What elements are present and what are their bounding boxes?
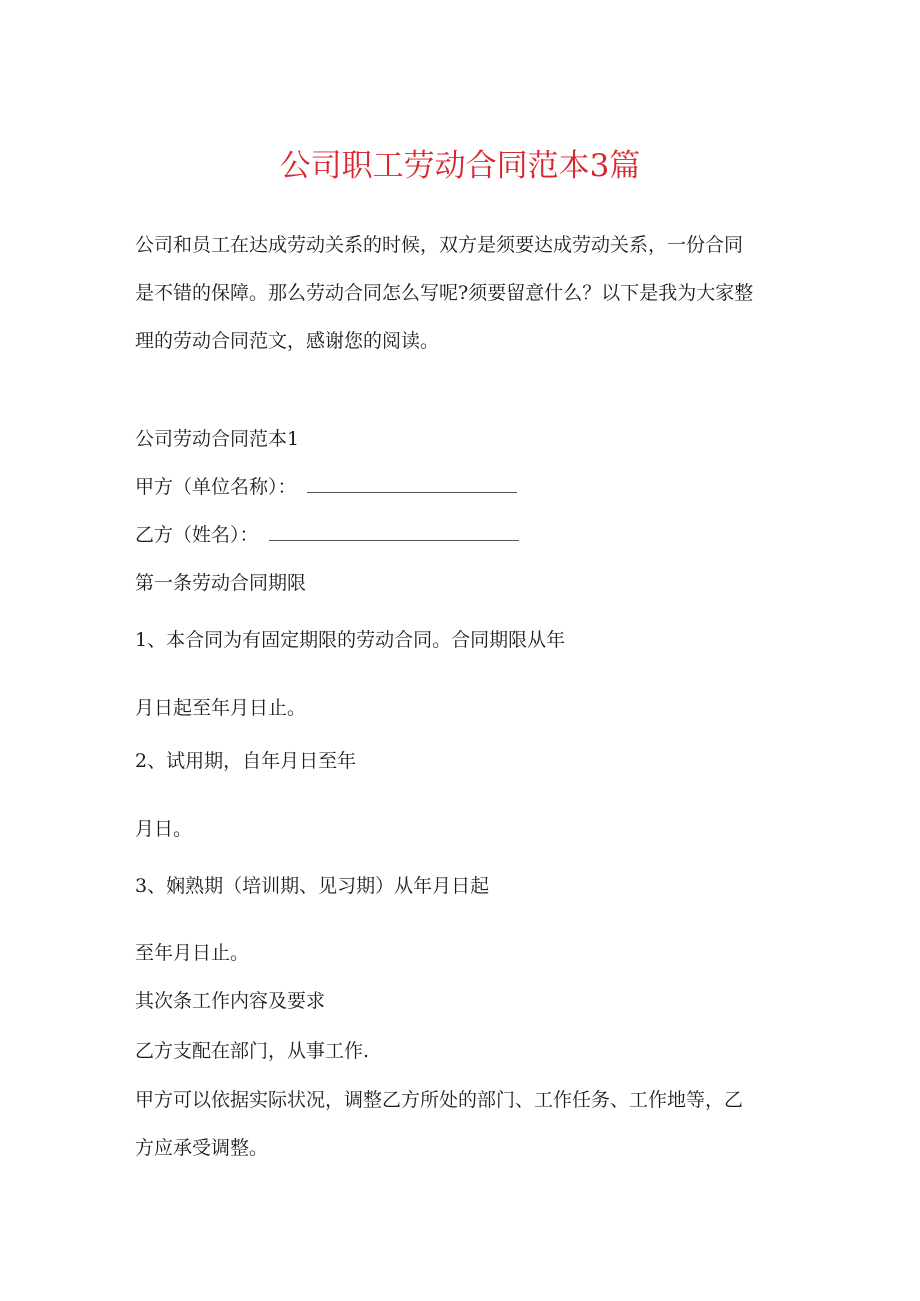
document-title: 公司职工劳动合同范本3篇 <box>279 148 641 184</box>
intro-line-2: 是不错的保障。那么劳动合同怎么写呢?须要留意什么？以下是我为大家整 <box>135 282 754 304</box>
article2-paragraph-1: 乙方支配在部门，从事工作. <box>135 1040 370 1062</box>
clause2-line-2: 月日。 <box>135 818 193 840</box>
article2-paragraph-2-line-2: 方应承受调整。 <box>135 1137 269 1159</box>
article2-title: 其次条工作内容及要求 <box>135 990 326 1012</box>
article1-title: 第一条劳动合同期限 <box>135 572 307 594</box>
intro-line-3: 理的劳动合同范文，感谢您的阅读。 <box>135 330 440 352</box>
clause1-line-2: 月日起至年月日止。 <box>135 697 307 719</box>
article2-paragraph-2-line-1: 甲方可以依据实际状况，调整乙方所处的部门、工作任务、工作地等，乙 <box>135 1089 744 1111</box>
clause1-line-1: 1、本合同为有固定期限的劳动合同。合同期限从年 <box>135 629 566 651</box>
clause3-line-2: 至年月日止。 <box>135 942 250 964</box>
clause2-line-1: 2、试用期，自年月日至年 <box>135 750 357 772</box>
party-a-row <box>135 474 517 500</box>
intro-line-1: 公司和员工在达成劳动关系的时候，双方是须要达成劳动关系，一份合同 <box>135 234 744 256</box>
party-a-label: 甲方（单位名称）： <box>135 476 297 498</box>
section-title: 公司劳动合同范本1 <box>135 428 300 450</box>
party-b-blank-field <box>269 522 519 541</box>
party-b-row <box>135 522 519 548</box>
party-b-label: 乙方（姓名）： <box>135 524 259 546</box>
clause3-line-1: 3、娴熟期（培训期、见习期）从年月日起 <box>135 875 490 897</box>
party-a-blank-field <box>307 474 517 493</box>
